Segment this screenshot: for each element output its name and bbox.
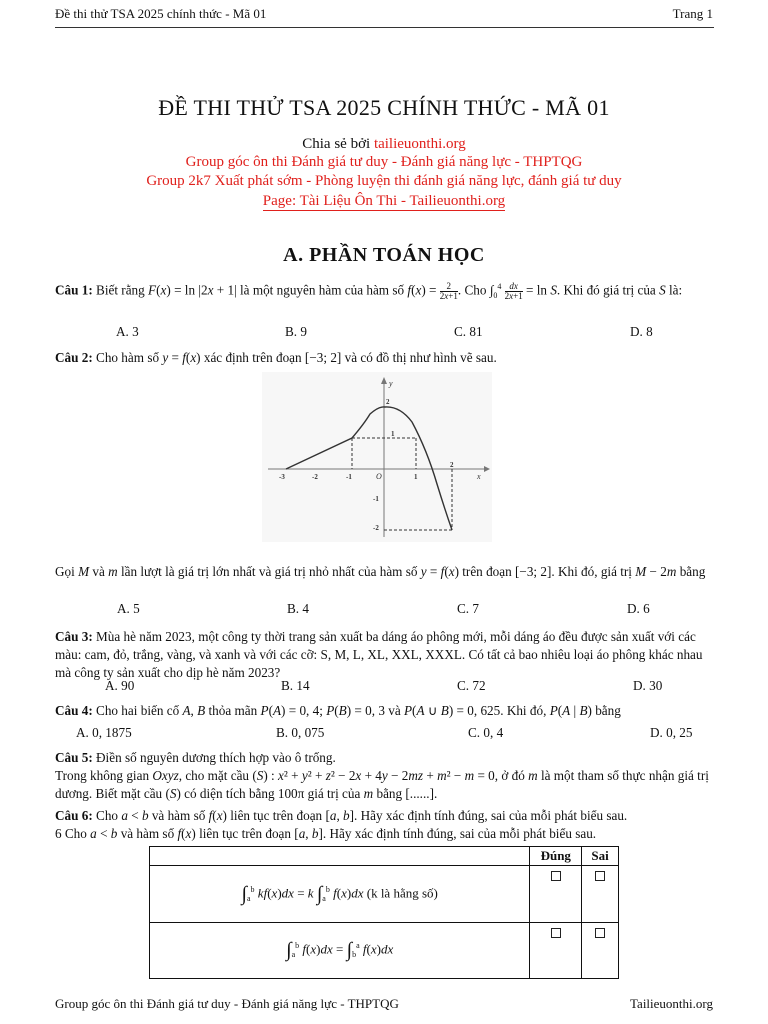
- y-tick-minus2: -2: [373, 524, 379, 532]
- x-tick-minus1: -1: [346, 473, 352, 481]
- question-5: Câu 5: Điền số nguyên dương thích hợp vào ô trống. Trong không gian Oxyz, cho mặt cầu (S) : x² + y² + z² − 2x + 4y − 2mz + m² − m = 0, ở đó m là một tham số thực nhận giá trị dương. Biết mặt cầu (S) có diện tích bằng 100π giá trị của m bằng [......].: [55, 750, 709, 801]
- q5-label: Câu 5:: [55, 750, 93, 765]
- question-6: Câu 6: Cho a < b và hàm số f(x) liên tục trên đoạn [a, b]. Hãy xác định tính đúng, sai của mỗi phát biểu sau. 6 Cho a < b và hàm số f(x) liên tục trên đoạn [a, b]. Hãy xác định tính đúng, sai của mỗi phát biểu sau.: [55, 808, 628, 841]
- x-tick-minus2: -2: [312, 473, 318, 481]
- q2-label: Câu 2:: [55, 350, 93, 365]
- y-tick-minus1: -1: [373, 495, 379, 503]
- question-2: Câu 2: Cho hàm số y = f(x) xác định trên đoạn [−3; 2] và có đồ thị như hình vẽ sau.: [55, 350, 497, 365]
- origin-label: O: [376, 472, 382, 481]
- true-false-table: [149, 846, 619, 979]
- statement-2-false-checkbox[interactable]: [595, 928, 605, 938]
- x-tick-1: 1: [414, 473, 418, 481]
- table-row: [150, 866, 619, 923]
- q3-text: Mùa hè năm 2023, một công ty thời trang sản xuất ba dáng áo phông mới, mỗi dáng áo đều được sản xuất với các màu: cam, đỏ, trắng, vàng, và xanh và với các cỡ: S, M, L, XL, XXL, XXXL. Có tất cả bao nhiêu loại áo phông khác nhau mà công ty sản xuất cho dịp hè năm 2023?: [55, 629, 703, 680]
- statement-1: $\int_a^b$ kf(x)dx = k $\int_a^b$ f(x)dx (k là hằng số): [150, 866, 530, 923]
- section-title: A. PHẦN TOÁN HỌC: [283, 244, 485, 266]
- y-tick-2: 2: [386, 398, 390, 406]
- footer-group: Group góc ôn thi Đánh giá tư duy - Đánh giá năng lực - THPTQG: [55, 996, 399, 1011]
- q4-answer-a[interactable]: A. 0, 1875: [76, 725, 132, 740]
- table-header-row: [150, 847, 619, 866]
- page-number: Trang 1: [672, 6, 713, 21]
- q2-answer-c[interactable]: C. 7: [457, 601, 479, 616]
- exam-title: ĐỀ THI THỬ TSA 2025 CHÍNH THỨC - MÃ 01: [158, 95, 610, 120]
- header-rule: [55, 27, 714, 28]
- x-tick-minus3: -3: [279, 473, 285, 481]
- running-header: Đề thi thử TSA 2025 chính thức - Mã 01: [55, 6, 267, 21]
- footer-site[interactable]: Tailieuonthi.org: [630, 996, 713, 1011]
- x-tick-2: 2: [450, 461, 454, 469]
- q1-answer-c[interactable]: C. 81: [454, 324, 483, 339]
- question-1: Câu 1: Biết rằng F(x) = ln |2x + 1| là một nguyên hàm của hàm số f(x) = $\frac{2}{2x+1}$ . Cho $\int_0^4$ $\frac{dx}{2x+1}$ = ln S. Khi đó giá trị của S là:: [55, 280, 683, 301]
- q1-answer-b[interactable]: B. 9: [285, 324, 307, 339]
- statement-2-true-checkbox[interactable]: [551, 928, 561, 938]
- group-link-2[interactable]: Group 2k7 Xuất phát sớm - Phòng luyện thi đánh giá năng lực, đánh giá tư duy: [146, 173, 622, 189]
- q3-label: Câu 3:: [55, 629, 93, 644]
- share-site-link[interactable]: tailieuonthi.org: [373, 136, 466, 152]
- share-prefix: Chia sẻ bởi: [302, 136, 374, 152]
- page-link[interactable]: Page: Tài Liệu Ôn Thi - Tailieuonthi.org: [262, 193, 506, 209]
- q2-answer-a[interactable]: A. 5: [117, 601, 140, 616]
- statement-1-true-checkbox[interactable]: [551, 871, 561, 881]
- statement-2: $\int_a^b$ $f(x)dx = \int_b^a$ f(x)dx: [150, 923, 530, 979]
- table-header-false: Sai: [582, 847, 619, 866]
- x-axis-label: x: [477, 472, 481, 481]
- share-line: [0, 136, 768, 153]
- y-axis-label: y: [389, 379, 393, 388]
- q4-answer-d[interactable]: D. 0, 25: [650, 725, 693, 740]
- question-4: Câu 4: Cho hai biến cố A, B thỏa mãn P(A) = 0, 4; P(B) = 0, 3 và P(A ∪ B) = 0, 625. Khi đó, P(A | B) bằng: [55, 703, 621, 718]
- q4-answer-b[interactable]: B. 0, 075: [276, 725, 325, 740]
- statement-2-true-cell: [530, 923, 582, 979]
- q5-line1: Điền số nguyên dương thích hợp vào ô trống.: [92, 750, 336, 765]
- q4-answer-c[interactable]: C. 0, 4: [468, 725, 504, 740]
- graph-background: [262, 372, 492, 542]
- q3-answer-b[interactable]: B. 14: [281, 678, 310, 693]
- q1-label: Câu 1:: [55, 282, 93, 298]
- question-3: [55, 628, 715, 682]
- q2-answer-b[interactable]: B. 4: [287, 601, 309, 616]
- table-row: [150, 923, 619, 979]
- q6-label: Câu 6:: [55, 808, 93, 823]
- group-link-1[interactable]: Group góc ôn thi Đánh giá tư duy - Đánh giá năng lực - THPTQG: [185, 154, 583, 170]
- statement-2-false-cell: [582, 923, 619, 979]
- q3-answer-d[interactable]: D. 30: [633, 678, 663, 693]
- q2-answer-d[interactable]: D. 6: [627, 601, 650, 616]
- q3-answer-c[interactable]: C. 72: [457, 678, 486, 693]
- question-2-prompt: Gọi M và m lần lượt là giá trị lớn nhất và giá trị nhỏ nhất của hàm số y = f(x) trên đoạn [−3; 2]. Khi đó, giá trị M − 2m bằng: [55, 564, 706, 579]
- q3-answer-a[interactable]: A. 90: [105, 678, 135, 693]
- table-header-true: Đúng: [530, 847, 582, 866]
- q1-answer-a[interactable]: A. 3: [116, 324, 139, 339]
- q1-answer-d[interactable]: D. 8: [630, 324, 653, 339]
- statement-1-false-checkbox[interactable]: [595, 871, 605, 881]
- statement-1-false-cell: [582, 866, 619, 923]
- y-tick-1: 1: [391, 430, 395, 438]
- table-header-statement: [150, 847, 530, 866]
- function-graph: [262, 372, 492, 542]
- q4-label: Câu 4:: [55, 703, 93, 718]
- page-link-line: [0, 193, 768, 210]
- statement-1-true-cell: [530, 866, 582, 923]
